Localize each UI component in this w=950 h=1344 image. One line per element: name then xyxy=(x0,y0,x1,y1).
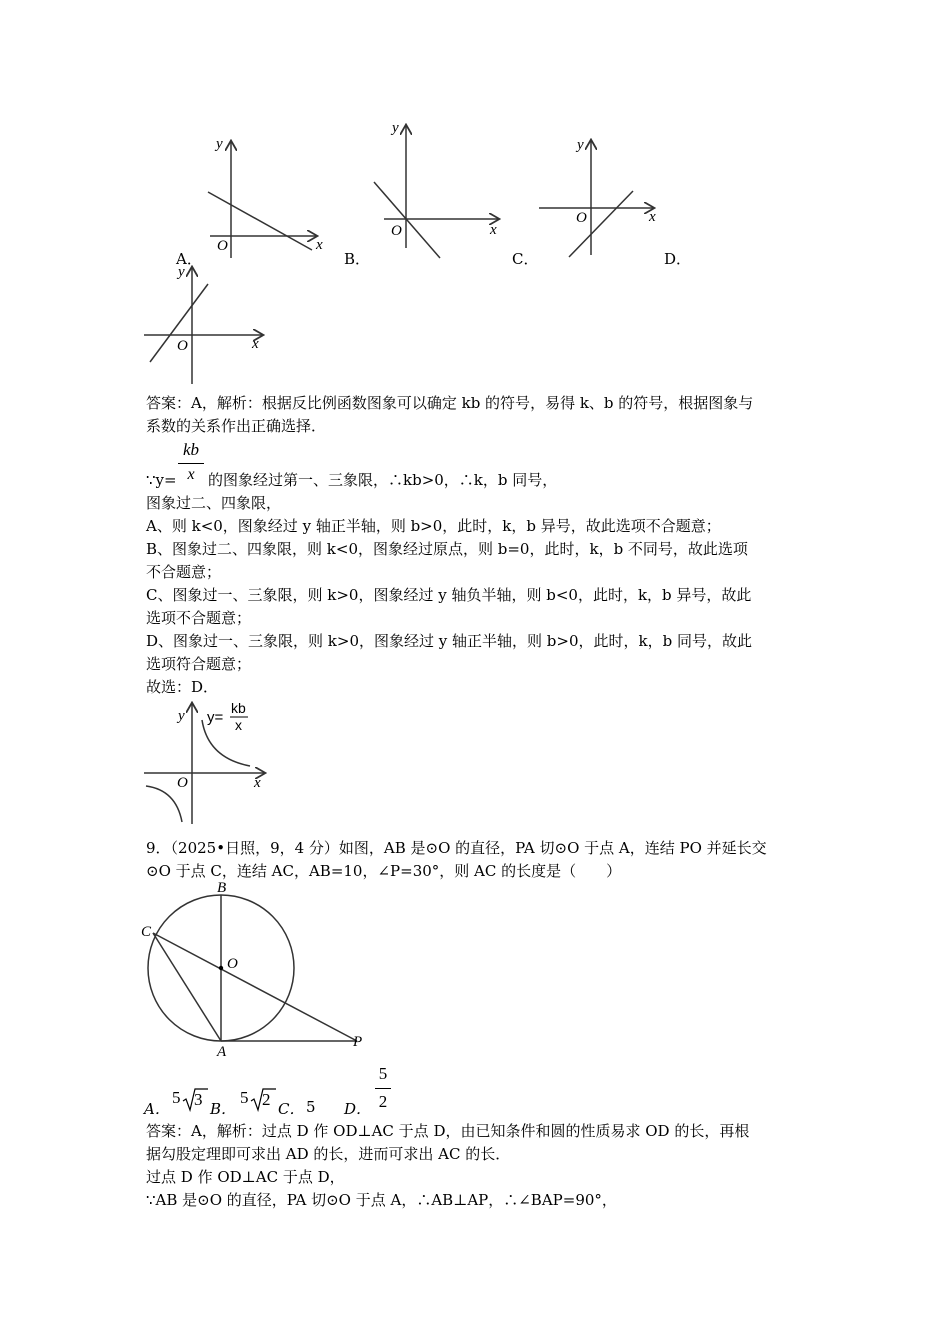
option-a-label: A． xyxy=(176,250,202,268)
fraction-numerator: kb xyxy=(182,440,200,459)
answer8-line2: 系数的关系作出正确选择． xyxy=(146,417,327,435)
graph-option-b xyxy=(370,118,510,263)
choice-c-label: C． xyxy=(278,1100,305,1118)
choice-a-coef: 5 xyxy=(172,1088,181,1107)
q9-line2: ⊙O 于点 C，连结 AC，AB=10，∠P=30°，则 AC 的长度是（ ） xyxy=(146,862,622,880)
choice-d-den: 2 xyxy=(378,1092,388,1111)
y-axis-label: y xyxy=(577,137,584,153)
graph-option-a xyxy=(200,130,330,265)
point-b-label: B xyxy=(217,880,227,896)
q9-answer-line2: 据勾股定理即可求出 AD 的长，进而可求出 AC 的长． xyxy=(146,1145,511,1163)
hyperbola-label-num: kb xyxy=(231,700,246,716)
origin-label: O xyxy=(177,775,188,791)
answer8-line8: C、图象过一、三象限，则 k>0，图象经过 y 轴负半轴，则 b<0，此时，k，b 异号，故此 xyxy=(146,586,752,604)
answer8-line12: 故选：D． xyxy=(146,678,219,696)
q9-answer-line4: ∵AB 是⊙O 的直径，PA 切⊙O 于点 A，∴AB⊥AP，∴∠BAP=90°， xyxy=(146,1191,617,1209)
point-p-label: P xyxy=(353,1034,363,1050)
choice-b-label: B． xyxy=(210,1100,237,1118)
x-axis-label: x xyxy=(252,336,259,352)
circle-diagram xyxy=(135,878,375,1060)
x-axis-label: x xyxy=(254,775,261,791)
x-axis-label: x xyxy=(316,237,323,253)
point-a-label: A xyxy=(217,1044,227,1060)
answer8-line11: 选项符合题意； xyxy=(146,655,252,673)
y-axis-label: y xyxy=(216,136,223,152)
option-d-label: D． xyxy=(664,250,692,268)
origin-label: O xyxy=(391,223,402,239)
y-axis-label: y xyxy=(392,120,399,136)
choice-b-coef: 5 xyxy=(240,1088,249,1107)
graph-option-d xyxy=(140,262,270,387)
origin-label: O xyxy=(177,338,188,354)
graph-option-c xyxy=(535,135,665,260)
choice-c-value: 5 xyxy=(306,1098,316,1116)
x-axis-label: x xyxy=(490,222,497,238)
option-b-label: B． xyxy=(344,250,371,268)
y-axis-label: y xyxy=(178,264,185,280)
hyperbola-graph xyxy=(140,698,275,828)
fraction-bar xyxy=(178,463,204,464)
answer8-line7: 不合题意； xyxy=(146,563,222,581)
answer8-line3-prefix: ∵y= xyxy=(146,471,177,489)
hyperbola-label-prefix: y= xyxy=(207,709,224,726)
fraction-bar xyxy=(375,1088,391,1089)
option-c-label: C． xyxy=(512,250,539,268)
origin-label: O xyxy=(576,210,587,226)
point-o-label: O xyxy=(227,956,238,972)
q9-answer-line3: 过点 D 作 OD⊥AC 于点 D， xyxy=(146,1168,345,1186)
answer8-line1: 答案：A，解析：根据反比例函数图象可以确定 kb 的符号，易得 k、b 的符号，根据图象与 xyxy=(146,394,754,412)
fraction-denominator: x xyxy=(187,466,195,483)
y-axis-label: y xyxy=(178,708,185,724)
q9-line1: 9．（2025•日照，9，4 分）如图，AB 是⊙O 的直径，PA 切⊙O 于点 A，连结 PO 并延长交 xyxy=(146,839,767,857)
answer8-line6: B、图象过二、四象限，则 k<0，图象经过原点，则 b=0，此时，k，b 不同号，故此选项 xyxy=(146,540,748,558)
choice-d-label: D． xyxy=(344,1100,372,1118)
answer8-line9: 选项不合题意； xyxy=(146,609,252,627)
x-axis-label: x xyxy=(649,209,656,225)
answer8-line3: 的图象经过第一、三象限，∴kb>0，∴k，b 同号， xyxy=(208,471,558,489)
choice-a-label: A． xyxy=(144,1100,170,1118)
answer8-line5: A、则 k<0，图象经过 y 轴正半轴，则 b>0，此时，k，b 异号，故此选项不合题意； xyxy=(146,517,721,535)
origin-label: O xyxy=(217,238,228,254)
hyperbola-label-den: x xyxy=(235,717,242,733)
choice-a-radicand: 3 xyxy=(194,1090,203,1109)
choice-b-radicand: 2 xyxy=(262,1090,271,1109)
point-c-label: C xyxy=(141,924,152,940)
q9-answer-line1: 答案：A，解析：过点 D 作 OD⊥AC 于点 D，由已知条件和圆的性质易求 OD 的长，再根 xyxy=(146,1122,750,1140)
choice-d-num: 5 xyxy=(378,1064,388,1083)
answer8-line10: D、图象过一、三象限，则 k>0，图象经过 y 轴正半轴，则 b>0，此时，k，b 同号，故此 xyxy=(146,632,752,650)
answer8-line4: 图象过二、四象限， xyxy=(146,494,282,512)
